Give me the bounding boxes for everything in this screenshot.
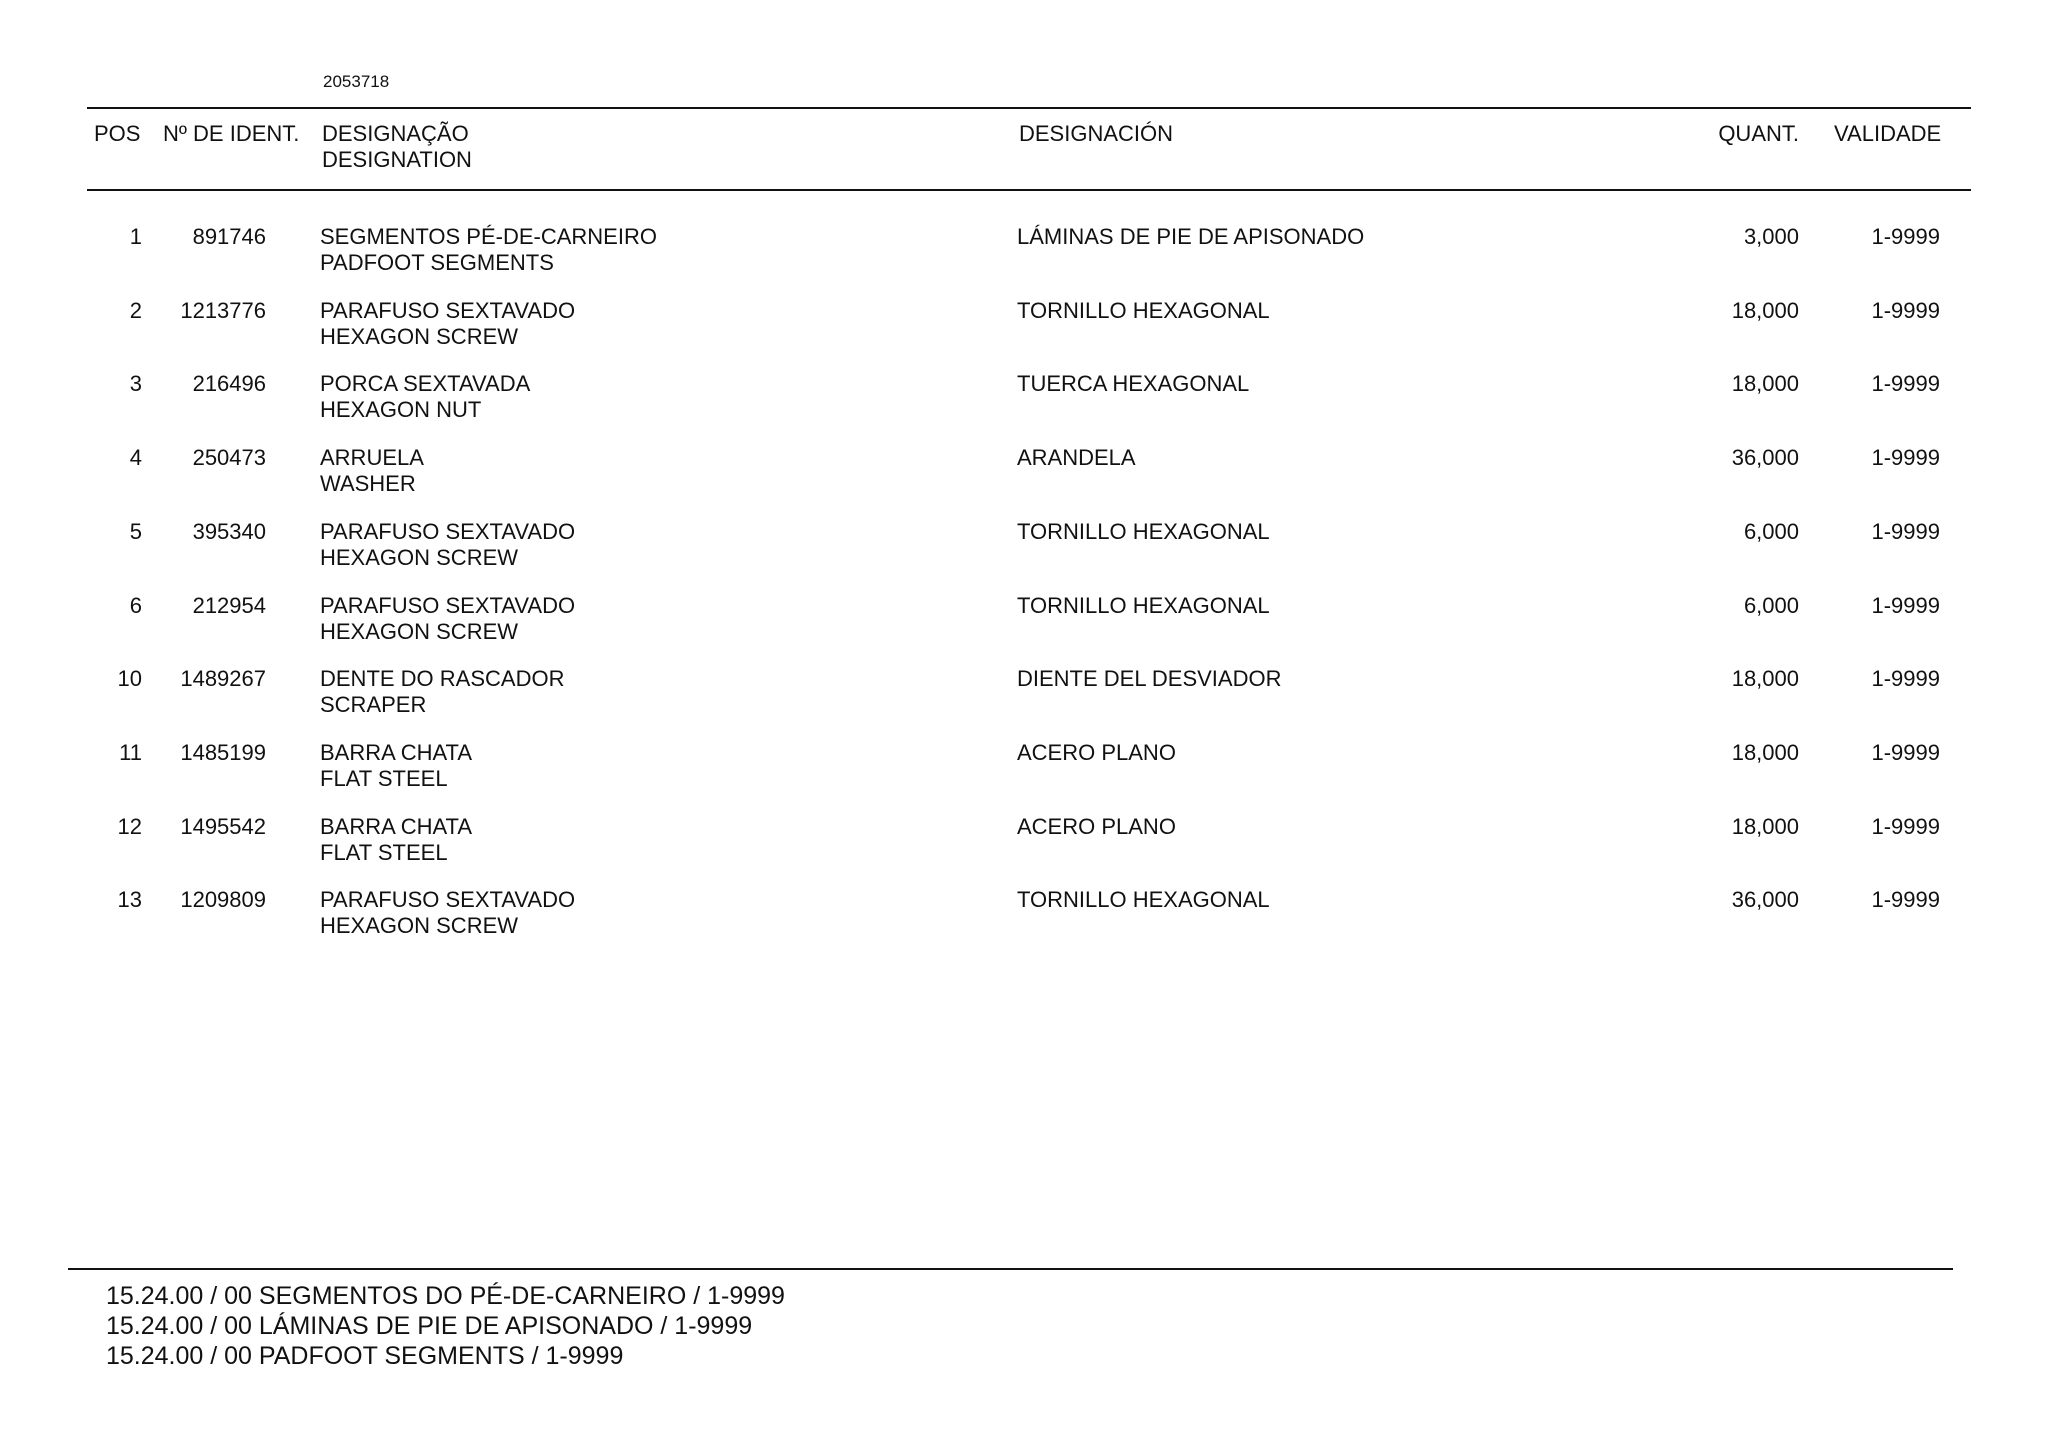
table-row	[0, 814, 2048, 884]
cell-designation-en: HEXAGON NUT	[320, 397, 482, 422]
cell-designation-es: TORNILLO HEXAGONAL	[1017, 887, 1270, 912]
cell-quantity: 3,000	[1743, 224, 1799, 249]
table-row	[0, 445, 2048, 515]
cell-validity: 1-9999	[1871, 814, 1940, 839]
cell-quantity: 6,000	[1743, 593, 1799, 618]
cell-ident: 1213776	[180, 298, 266, 323]
cell-quantity: 6,000	[1743, 519, 1799, 544]
cell-pos: 4	[129, 445, 142, 470]
cell-designation-pt: PARAFUSO SEXTAVADO	[320, 298, 576, 323]
cell-quantity: 18,000	[1731, 666, 1799, 691]
cell-designation-es: DIENTE DEL DESVIADOR	[1017, 666, 1282, 691]
cell-designation	[320, 224, 657, 276]
cell-designation	[320, 519, 575, 571]
cell-validity: 1-9999	[1871, 593, 1940, 618]
cell-quantity: 18,000	[1731, 814, 1799, 839]
cell-designation-pt: BARRA CHATA	[320, 740, 472, 765]
cell-designation	[320, 740, 472, 792]
cell-designation-es: TORNILLO HEXAGONAL	[1017, 519, 1270, 544]
cell-pos: 12	[117, 814, 142, 839]
header-ident: Nº DE IDENT.	[163, 121, 300, 146]
cell-ident: 1209809	[180, 887, 266, 912]
cell-designation-en: FLAT STEEL	[320, 766, 448, 791]
footer-line-es: 15.24.00 / 00 LÁMINAS DE PIE DE APISONADO / 1-9999	[106, 1312, 753, 1340]
cell-pos: 5	[129, 519, 142, 544]
cell-pos: 3	[129, 371, 142, 396]
table-row	[0, 887, 2048, 957]
table-row	[0, 740, 2048, 810]
cell-pos: 1	[129, 224, 142, 249]
cell-designation-pt: SEGMENTOS PÉ-DE-CARNEIRO	[320, 224, 657, 249]
cell-validity: 1-9999	[1871, 740, 1940, 765]
footer-line-pt: 15.24.00 / 00 SEGMENTOS DO PÉ-DE-CARNEIRO / 1-9999	[106, 1282, 785, 1310]
header-validity: VALIDADE	[1834, 121, 1942, 146]
cell-designation	[320, 887, 575, 939]
cell-designation-pt: PORCA SEXTAVADA	[320, 371, 531, 396]
cell-designation-en: HEXAGON SCREW	[320, 913, 519, 938]
cell-designation-es: LÁMINAS DE PIE DE APISONADO	[1017, 224, 1365, 249]
cell-validity: 1-9999	[1871, 445, 1940, 470]
cell-pos: 13	[117, 887, 142, 912]
footer-reference	[106, 1281, 785, 1371]
cell-designation-es: ACERO PLANO	[1017, 814, 1176, 839]
footer-line-en: 15.24.00 / 00 PADFOOT SEGMENTS / 1-9999	[106, 1342, 624, 1370]
cell-quantity: 36,000	[1731, 445, 1799, 470]
cell-ident: 212954	[192, 593, 266, 618]
header-designation	[322, 121, 472, 173]
header-quantity: QUANT.	[1718, 121, 1799, 146]
cell-ident: 250473	[192, 445, 266, 470]
cell-pos: 6	[129, 593, 142, 618]
cell-validity: 1-9999	[1871, 519, 1940, 544]
cell-validity: 1-9999	[1871, 371, 1940, 396]
cell-ident: 1485199	[180, 740, 266, 765]
cell-designation-en: HEXAGON SCREW	[320, 619, 519, 644]
cell-validity: 1-9999	[1871, 224, 1940, 249]
cell-ident: 216496	[192, 371, 266, 396]
table-row	[0, 224, 2048, 294]
cell-designation-pt: DENTE DO RASCADOR	[320, 666, 565, 691]
cell-designation-en: PADFOOT SEGMENTS	[320, 250, 554, 275]
header-pos: POS	[94, 121, 141, 146]
cell-designation-en: FLAT STEEL	[320, 840, 448, 865]
cell-designation-es: TUERCA HEXAGONAL	[1017, 371, 1250, 396]
cell-quantity: 18,000	[1731, 298, 1799, 323]
cell-ident: 395340	[192, 519, 266, 544]
cell-designation-pt: BARRA CHATA	[320, 814, 472, 839]
cell-ident: 891746	[192, 224, 266, 249]
cell-designation-es: TORNILLO HEXAGONAL	[1017, 593, 1270, 618]
table-row	[0, 519, 2048, 589]
cell-designation-en: SCRAPER	[320, 692, 427, 717]
cell-designation	[320, 445, 424, 497]
table-row	[0, 593, 2048, 663]
table-row	[0, 666, 2048, 736]
cell-designation-en: HEXAGON SCREW	[320, 324, 519, 349]
cell-ident: 1489267	[180, 666, 266, 691]
cell-designation	[320, 298, 575, 350]
cell-pos: 2	[129, 298, 142, 323]
cell-pos: 10	[117, 666, 142, 691]
header-designation-pt: DESIGNAÇÃO	[322, 121, 469, 146]
cell-designation-en: WASHER	[320, 471, 416, 496]
table-row	[0, 298, 2048, 368]
cell-validity: 1-9999	[1871, 298, 1940, 323]
cell-designation-en: HEXAGON SCREW	[320, 545, 519, 570]
cell-validity: 1-9999	[1871, 666, 1940, 691]
footer-divider	[68, 1268, 1953, 1270]
cell-designation	[320, 666, 564, 718]
cell-designation-pt: PARAFUSO SEXTAVADO	[320, 519, 576, 544]
table-row	[0, 371, 2048, 441]
cell-ident: 1495542	[180, 814, 266, 839]
cell-validity: 1-9999	[1871, 887, 1940, 912]
cell-designation-es: ARANDELA	[1017, 445, 1136, 470]
cell-pos: 11	[119, 740, 142, 765]
cell-designation	[320, 371, 530, 423]
document-number: 2053718	[323, 72, 390, 91]
cell-quantity: 18,000	[1731, 371, 1799, 396]
cell-designation	[320, 593, 575, 645]
cell-designation-es: TORNILLO HEXAGONAL	[1017, 298, 1270, 323]
cell-quantity: 36,000	[1731, 887, 1799, 912]
header-top-divider	[87, 107, 1971, 109]
header-designation-en: DESIGNATION	[322, 147, 472, 172]
cell-designation-pt: ARRUELA	[320, 445, 424, 470]
cell-designation-pt: PARAFUSO SEXTAVADO	[320, 887, 576, 912]
cell-designation	[320, 814, 472, 866]
cell-quantity: 18,000	[1731, 740, 1799, 765]
header-designation-es: DESIGNACIÓN	[1019, 121, 1174, 146]
header-bottom-divider	[87, 189, 1971, 191]
cell-designation-pt: PARAFUSO SEXTAVADO	[320, 593, 576, 618]
cell-designation-es: ACERO PLANO	[1017, 740, 1176, 765]
